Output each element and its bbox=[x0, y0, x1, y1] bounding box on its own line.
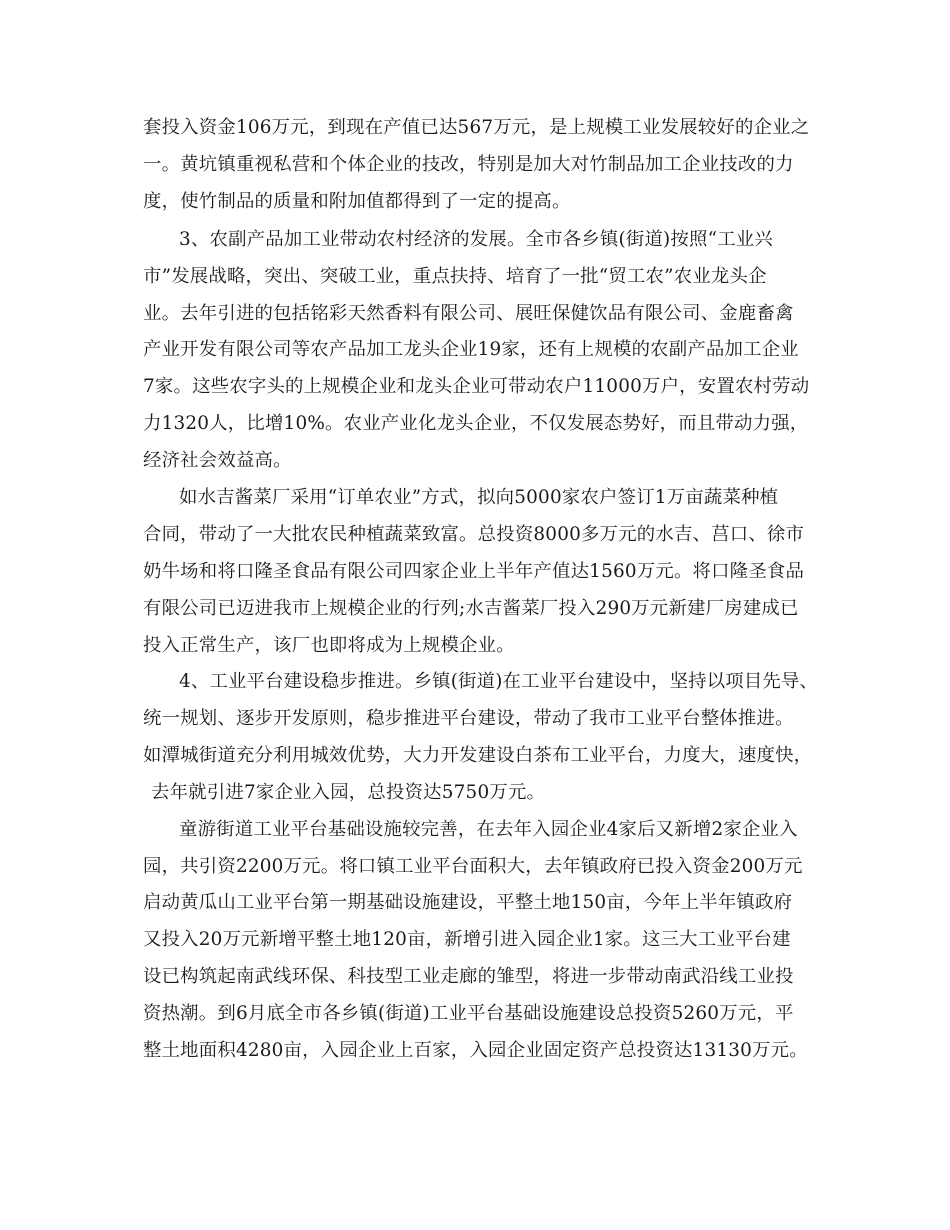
text-line: 童游街道工业平台基础设施较完善，在去年入园企业4家后又新增2家企业入 bbox=[179, 819, 798, 840]
text-line: 合同，带动了一大批农民种植蔬菜致富。总投资8000多万元的水吉、莒口、徐市 bbox=[143, 524, 805, 545]
text-line: 整土地面积4280亩，入园企业上百家，入园企业固定资产总投资达13130万元。 bbox=[143, 1040, 808, 1061]
text-line: 启动黄瓜山工业平台第一期基础设施建设，平整土地150亩，今年上半年镇政府 bbox=[143, 892, 793, 913]
text-line: 力1320人，比增10%。农业产业化龙头企业，不仅发展态势好，而且带动力强， bbox=[143, 413, 809, 434]
text-line: 如潭城街道充分利用城效优势，大力开发建设白茶布工业平台，力度大，速度快， bbox=[143, 745, 813, 766]
text-line: 经济社会效益高。 bbox=[143, 450, 292, 471]
text-line: 业。去年引进的包括铭彩天然香料有限公司、展旺保健饮品有限公司、金鹿畜禽 bbox=[143, 303, 794, 324]
text-line: 套投入资金106万元，到现在产值已达567万元，是上规模工业发展较好的企业之 bbox=[143, 117, 810, 138]
text-line: 如水吉酱菜厂采用“订单农业”方式，拟向5000家农户签订1万亩蔬菜种植 bbox=[179, 487, 779, 508]
text-line: 设已构筑起南武线环保、科技型工业走廊的雏型，将进一步带动南武沿线工业投 bbox=[143, 966, 794, 987]
text-line: 奶牛场和将口隆圣食品有限公司四家企业上半年产值达1560万元。将口隆圣食品 bbox=[143, 561, 805, 582]
text-line: 又投入20万元新增平整土地120亩，新增引进入园企业1家。这三大工业平台建 bbox=[143, 929, 791, 950]
text-line: 去年就引进7家企业入园，总投资达5750万元。 bbox=[151, 782, 546, 803]
text-line: 7家。这些农字头的上规模企业和龙头企业可带动农户11000万户，安置农村劳动 bbox=[143, 376, 810, 397]
text-line: 3、农副产品加工业带动农村经济的发展。全市各乡镇(街道)按照“工业兴 bbox=[179, 229, 773, 250]
text-line: 投入正常生产，该厂也即将成为上规模企业。 bbox=[143, 635, 515, 656]
text-line: 有限公司已迈进我市上规模企业的行列;水吉酱菜厂投入290万元新建厂房建成已 bbox=[143, 598, 799, 619]
text-line: 资热潮。到6月底全市各乡镇(街道)工业平台基础设施建设总投资5260万元，平 bbox=[143, 1003, 794, 1024]
text-line: 产业开发有限公司等农产品加工龙头企业19家，还有上规模的农副产品加工企业 bbox=[143, 339, 799, 360]
text-line: 4、工业平台建设稳步推进。乡镇(街道)在工业平台建设中，坚持以项目先导、 bbox=[179, 671, 819, 692]
text-line: 园，共引资2200万元。将口镇工业平台面积大，去年镇政府已投入资金200万元 bbox=[143, 856, 803, 877]
text-line: 度，使竹制品的质量和附加值都得到了一定的提高。 bbox=[143, 191, 571, 212]
text-line: 一。黄坑镇重视私营和个体企业的技改，特别是加大对竹制品加工企业技改的力 bbox=[143, 154, 794, 175]
text-line: 统一规划、逐步开发原则，稳步推进平台建设，带动了我市工业平台整体推进。 bbox=[143, 708, 794, 729]
text-line: 市”发展战略，突出、突破工业，重点扶持、培育了一批“贸工农”农业龙头企 bbox=[143, 266, 767, 287]
